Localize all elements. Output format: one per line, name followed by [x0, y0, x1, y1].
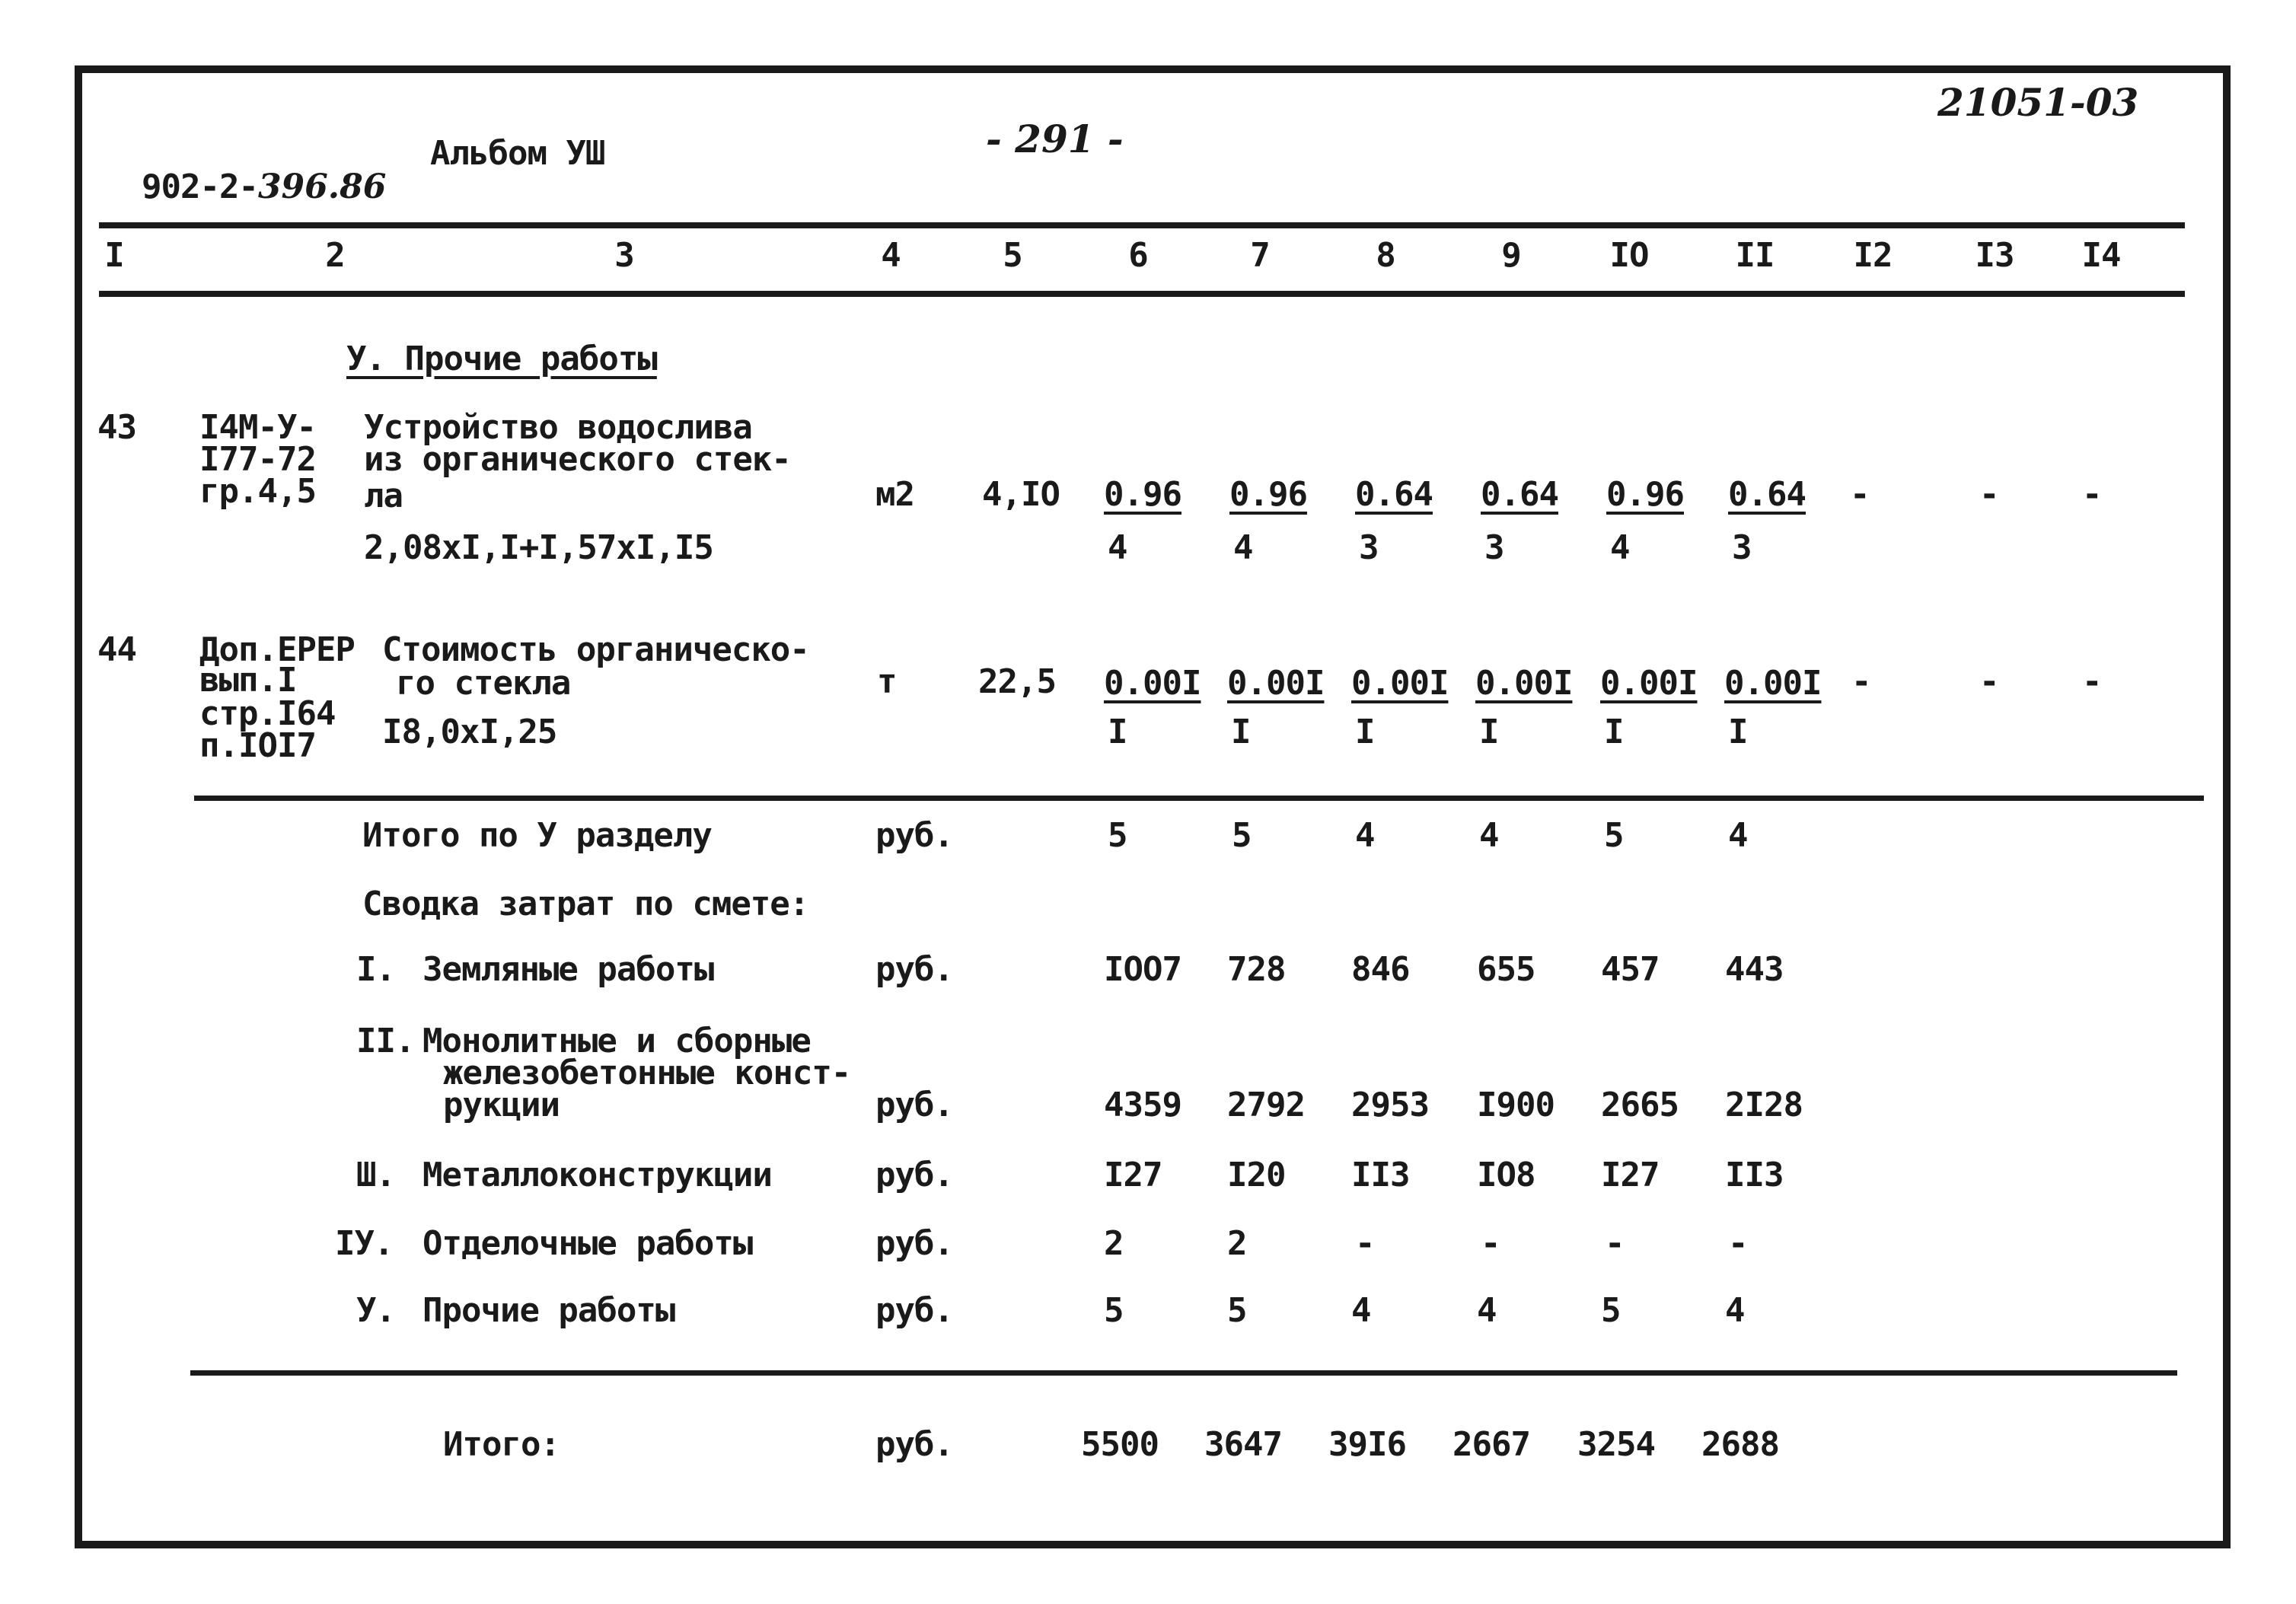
album-label: Альбом УШ — [430, 134, 605, 173]
summary-label: Прочие работы — [423, 1291, 675, 1330]
item-code-line: гр.4,5 — [199, 472, 316, 511]
subtotal-value: 4 — [1355, 816, 1375, 855]
item-desc-line: Устройство водослива — [364, 408, 752, 447]
item-dash: - — [2082, 475, 2102, 514]
item-quantity: 22,5 — [978, 662, 1056, 701]
total-value: 39I6 — [1328, 1425, 1406, 1464]
summary-unit: руб. — [875, 1156, 953, 1194]
summary-roman: IУ. — [335, 1224, 394, 1263]
col-14: I4 — [2081, 236, 2121, 275]
col-11: II — [1735, 236, 1775, 275]
summary-value: 4 — [1725, 1291, 1745, 1330]
item-value-top: 0.00I — [1475, 664, 1573, 703]
item-code-line: I77-72 — [199, 440, 316, 479]
subtotal-unit: руб. — [875, 816, 953, 855]
summary-unit: руб. — [875, 1224, 953, 1263]
item-dash: - — [1979, 662, 1999, 701]
summary-value: II3 — [1351, 1156, 1410, 1194]
item-dash: - — [2082, 662, 2102, 701]
doc-number — [103, 137, 386, 204]
summary-label: Земляные работы — [423, 950, 714, 989]
item-dash: - — [1850, 475, 1870, 514]
col-2: 2 — [325, 236, 345, 275]
item-value-top: 0.96 — [1104, 475, 1181, 514]
item-value-top: 0.00I — [1724, 664, 1822, 703]
item-value-bottom: I — [1108, 713, 1127, 751]
item-value-top: 0.00I — [1227, 664, 1325, 703]
item-quantity: 4,IO — [982, 475, 1060, 514]
col-3: 3 — [614, 236, 634, 275]
item-desc-line: ла — [364, 477, 403, 515]
item-value-bottom: 4 — [1233, 528, 1253, 567]
total-value: 3254 — [1577, 1425, 1655, 1464]
summary-value: 5 — [1227, 1291, 1247, 1330]
item-value-bottom: 3 — [1732, 528, 1752, 567]
doc-suffix: 396.86 — [257, 167, 387, 206]
summary-value: IO8 — [1477, 1156, 1535, 1194]
summary-label: Металлоконструкции — [423, 1156, 772, 1194]
col-1: I — [104, 236, 124, 275]
header-rule-bottom — [99, 291, 2185, 297]
section-title: У. Прочие работы — [346, 340, 657, 378]
summary-value: - — [1481, 1224, 1500, 1263]
summary-title: Сводка затрат по смете: — [362, 885, 809, 923]
col-13: I3 — [1975, 236, 2014, 275]
summary-roman: I. — [356, 950, 395, 989]
summary-value: 5 — [1104, 1291, 1124, 1330]
item-formula: 2,08хI,I+I,57хI,I5 — [364, 528, 713, 567]
summary-unit: руб. — [875, 950, 953, 989]
summary-roman: II. — [356, 1022, 415, 1060]
item-dash: - — [1851, 662, 1871, 701]
item-value-bottom: 3 — [1359, 528, 1379, 567]
subtotal-value: 5 — [1232, 816, 1252, 855]
item-value-bottom: I — [1479, 713, 1499, 751]
subtotal-value: 4 — [1479, 816, 1499, 855]
col-5: 5 — [1003, 236, 1022, 275]
item-desc-line: го стекла — [396, 664, 571, 703]
summary-value: I20 — [1227, 1156, 1286, 1194]
item-value-top: 0.64 — [1355, 475, 1433, 514]
item-number: 44 — [97, 630, 136, 669]
document-frame — [75, 65, 2231, 1548]
summary-value: 457 — [1601, 950, 1660, 989]
item-dash: - — [1979, 475, 1999, 514]
header-rule-top — [99, 222, 2185, 228]
item-unit: т — [877, 662, 897, 701]
summary-value: 2 — [1104, 1224, 1124, 1263]
summary-value: - — [1728, 1224, 1748, 1263]
col-10: IO — [1609, 236, 1649, 275]
item-value-bottom: I — [1604, 713, 1624, 751]
summary-value: 2792 — [1227, 1086, 1305, 1124]
total-value: 2688 — [1701, 1425, 1779, 1464]
col-7: 7 — [1250, 236, 1270, 275]
doc-prefix: 902-2- — [141, 167, 258, 206]
summary-value: 2I28 — [1725, 1086, 1803, 1124]
summary-value: 2953 — [1351, 1086, 1429, 1124]
item-value-bottom: I — [1728, 713, 1748, 751]
item-desc-line: из органического стек- — [364, 440, 791, 479]
item-value-bottom: I — [1355, 713, 1375, 751]
item-formula: I8,0хI,25 — [382, 713, 557, 751]
item-value-top: 0.00I — [1351, 664, 1449, 703]
page-number: - 291 - — [986, 116, 1124, 161]
item-value-bottom: 3 — [1484, 528, 1504, 567]
summary-unit: руб. — [875, 1086, 953, 1124]
item-code-line: стр.I64 — [199, 694, 336, 733]
item-code-line: I4М-У- — [199, 408, 316, 447]
items-divider — [194, 796, 2204, 801]
item-unit: м2 — [875, 475, 914, 514]
col-12: I2 — [1853, 236, 1893, 275]
summary-value: 2665 — [1601, 1086, 1679, 1124]
total-value: 3647 — [1204, 1425, 1282, 1464]
total-value: 2667 — [1453, 1425, 1530, 1464]
summary-value: - — [1355, 1224, 1375, 1263]
item-value-top: 0.96 — [1606, 475, 1684, 514]
item-value-top: 0.64 — [1481, 475, 1558, 514]
summary-value: 4 — [1351, 1291, 1371, 1330]
summary-value: 728 — [1227, 950, 1286, 989]
total-divider — [190, 1370, 2177, 1376]
summary-value: I27 — [1601, 1156, 1660, 1194]
summary-value: 2 — [1227, 1224, 1247, 1263]
total-label: Итого: — [443, 1425, 560, 1464]
summary-value: IOO7 — [1104, 950, 1181, 989]
summary-label: железобетонные конст- — [443, 1054, 851, 1092]
summary-value: I900 — [1477, 1086, 1555, 1124]
summary-unit: руб. — [875, 1291, 953, 1330]
subtotal-value: 5 — [1108, 816, 1127, 855]
summary-value: 4359 — [1104, 1086, 1181, 1124]
item-code-line: п.IOI7 — [199, 726, 316, 765]
total-unit: руб. — [875, 1425, 953, 1464]
item-value-bottom: I — [1231, 713, 1251, 751]
summary-label: рукции — [443, 1086, 560, 1124]
summary-value: 846 — [1351, 950, 1410, 989]
col-8: 8 — [1376, 236, 1395, 275]
item-value-top: 0.00I — [1600, 664, 1698, 703]
summary-value: 5 — [1601, 1291, 1621, 1330]
summary-roman: У. — [356, 1291, 395, 1330]
total-value: 5500 — [1081, 1425, 1159, 1464]
item-value-top: 0.64 — [1728, 475, 1806, 514]
item-value-top: 0.00I — [1104, 664, 1201, 703]
summary-roman: Ш. — [356, 1156, 395, 1194]
subtotal-value: 5 — [1604, 816, 1624, 855]
summary-value: I27 — [1104, 1156, 1162, 1194]
item-value-bottom: 4 — [1610, 528, 1630, 567]
col-4: 4 — [881, 236, 901, 275]
item-value-top: 0.96 — [1229, 475, 1307, 514]
item-code-line: вып.I — [199, 661, 297, 700]
summary-label: Монолитные и сборные — [423, 1022, 811, 1060]
summary-value: 4 — [1477, 1291, 1497, 1330]
col-6: 6 — [1128, 236, 1148, 275]
archive-stamp: 21051-03 — [1937, 80, 2139, 125]
item-number: 43 — [97, 408, 136, 447]
summary-label: Отделочные работы — [423, 1224, 753, 1263]
summary-value: - — [1605, 1224, 1625, 1263]
item-desc-line: Стоимость органическо- — [382, 630, 809, 669]
summary-value: 443 — [1725, 950, 1784, 989]
summary-value: II3 — [1725, 1156, 1784, 1194]
item-value-bottom: 4 — [1108, 528, 1127, 567]
subtotal-label: Итого по У разделу — [362, 816, 712, 855]
subtotal-value: 4 — [1728, 816, 1748, 855]
item-code-line: Доп.ЕРЕР — [199, 630, 355, 669]
summary-value: 655 — [1477, 950, 1535, 989]
col-9: 9 — [1501, 236, 1521, 275]
